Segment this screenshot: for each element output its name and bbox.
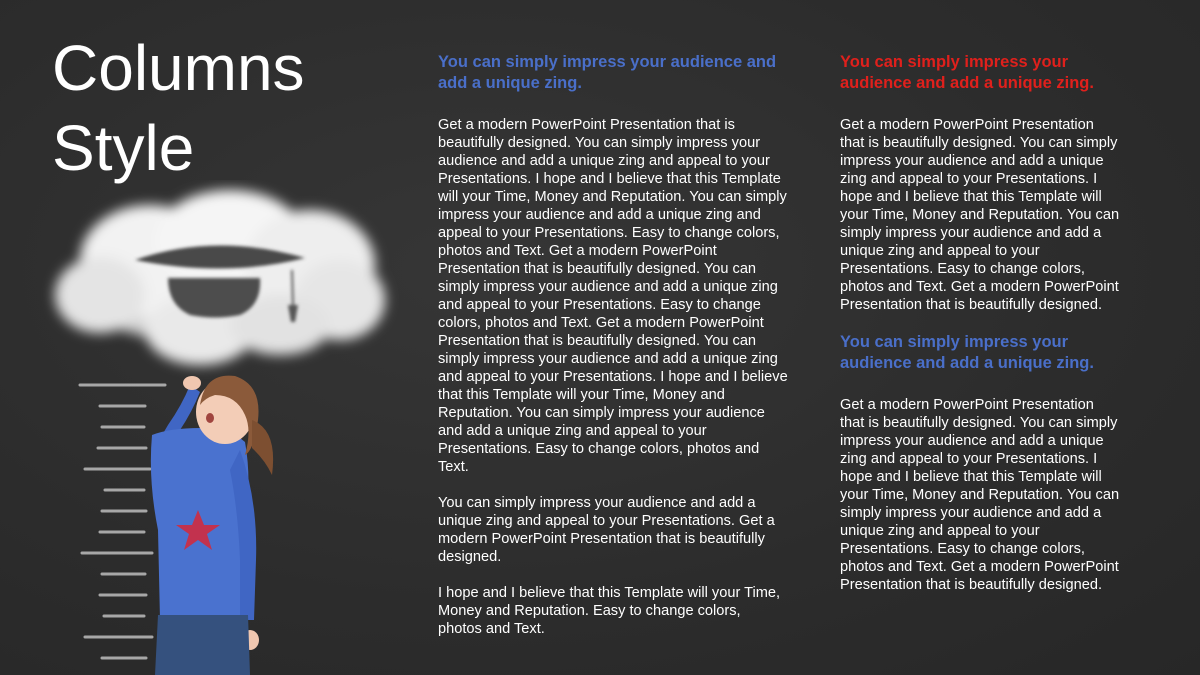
middle-paragraph-2: You can simply impress your audience and add a unique zing and appeal to your Presentations. Get a modern PowerPoint Presentation that is beautifully designed. (438, 495, 775, 565)
middle-column (438, 52, 788, 656)
right-column (840, 52, 1120, 612)
middle-column-heading: You can simply impress your audience and add a unique zing. (438, 53, 777, 92)
right-block1-heading: You can simply impress your audience and add a unique zing. (840, 53, 1094, 92)
middle-paragraph-3: I hope and I believe that this Template will your Time, Money and Reputation. Easy to change colors, photos and Text. (438, 585, 781, 637)
middle-paragraph-1: Get a modern PowerPoint Presentation that is beautifully designed. You can simply impress your audience and add a unique zing and appeal to your Presentations. I hope and I believe that this Template will your Time, Money and Reputation. You can simply impress your audience and add a unique zing and appeal to your Presentations. Easy to change colors, photos and Text. Get a modern PowerPoint Presentation that is beautifully designed. You can simply impress your audience and add a unique zing and appeal to your Presentations. Easy to change colors, photos and Text. Get a modern PowerPoint Presentation that is beautifully designed. You can simply impress your audience and add a unique zing and appeal to your Presentations. I hope and I believe that this Template will your Time, Money and Reputation. You can simply impress your audience and add a unique zing and appeal to your Presentations. Easy to change colors, photos and Text. (438, 117, 788, 475)
right-block2-paragraph: Get a modern PowerPoint Presentation that is beautifully designed. You can simply impress your audience and add a unique zing and appeal to your Presentations. I hope and I believe that this Template will your Time, Money and Reputation. You can simply impress your audience and add a unique zing and appeal to your Presentations. Easy to change colors, photos and Text. Get a modern PowerPoint Presentation that is beautifully designed. (840, 397, 1120, 593)
child-cloud-illustration (40, 180, 410, 675)
cloud-icon (55, 190, 385, 365)
right-block2-heading: You can simply impress your audience and add a unique zing. (840, 333, 1094, 372)
height-chart-marks (80, 385, 165, 658)
right-block1-paragraph: Get a modern PowerPoint Presentation that is beautifully designed. You can simply impress your audience and add a unique zing and appeal to your Presentations. I hope and I believe that this Template will your Time, Money and Reputation. You can simply impress your audience and add a unique zing and appeal to your Presentations. Easy to change colors, photos and Text. Get a modern PowerPoint Presentation that is beautifully designed. (840, 117, 1120, 313)
slide-title: Columns Style (52, 32, 305, 184)
child-figure-icon (151, 376, 273, 675)
